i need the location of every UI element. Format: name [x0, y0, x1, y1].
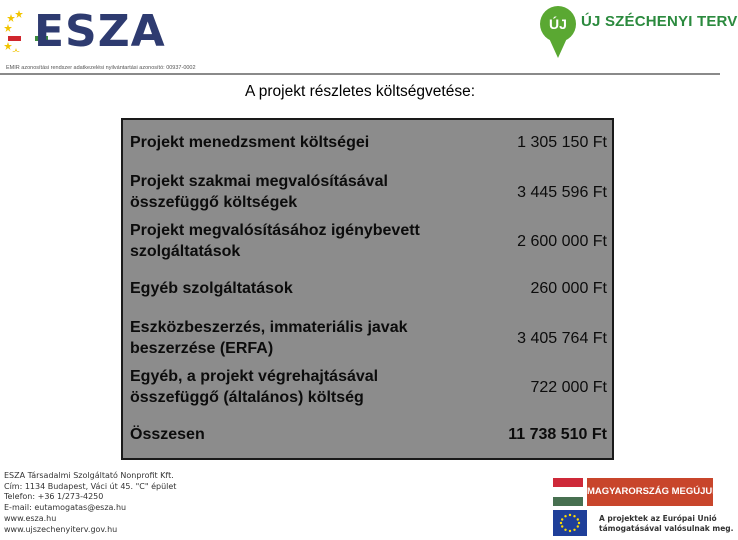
- szechenyi-terv-text: ÚJ SZÉCHENYI TERV: [581, 13, 738, 30]
- row-label: Eszközbeszerzés, immateriális javak beszerzése (ERFA): [130, 319, 408, 357]
- table-row: [123, 217, 612, 266]
- magyarorszag-megujul-logo: [553, 478, 719, 506]
- row-value: 3 445 596 Ft: [517, 184, 607, 201]
- row-value: 260 000 Ft: [530, 280, 607, 297]
- page-title: A projekt részletes költségvetése:: [244, 83, 476, 100]
- szechenyi-terv-logo: [538, 4, 738, 60]
- eu-text-line: A projektek az Európai Unió: [599, 514, 717, 523]
- row-value: 3 405 764 Ft: [517, 330, 607, 347]
- table-row: [123, 314, 612, 363]
- header-divider: [0, 73, 720, 75]
- row-label: Egyéb, a projekt végrehajtásával összefüggő (általános) költség: [130, 368, 379, 406]
- total-row: [123, 412, 612, 458]
- eu-flag-icon: [553, 510, 587, 536]
- row-label: Projekt menedzsment költségei: [130, 134, 370, 151]
- row-label: Projekt szakmai megvalósításával összefüggő költségek: [130, 173, 388, 211]
- budget-table: [121, 118, 614, 460]
- table-row: [123, 168, 612, 217]
- eu-support-logo: [553, 510, 734, 540]
- pin-text: ÚJ: [549, 16, 567, 32]
- table-row: [123, 120, 612, 168]
- total-value: 11 738 510 Ft: [508, 426, 607, 443]
- contact-line: Telefon: +36 1/273-4250: [4, 492, 104, 502]
- contact-info: [4, 471, 176, 535]
- row-value: 1 305 150 Ft: [517, 134, 607, 151]
- table-row: [123, 363, 612, 412]
- contact-line: Cím: 1134 Budapest, Váci út 45. "C" épület: [4, 481, 177, 491]
- eu-support-text: [599, 514, 734, 534]
- row-value: 722 000 Ft: [530, 379, 607, 396]
- row-value: 2 600 000 Ft: [517, 233, 607, 250]
- contact-line: ESZA Társadalmi Szolgáltató Nonprofit Kft.: [4, 471, 174, 480]
- hungarian-flag-icon: [553, 478, 583, 506]
- row-label: Egyéb szolgáltatások: [130, 280, 293, 297]
- esza-logo-text: ESZA: [34, 6, 166, 57]
- total-label: Összesen: [130, 426, 205, 443]
- esza-logo: [4, 4, 166, 62]
- row-label: Projekt megvalósításához igénybevett szolgáltatások: [130, 222, 420, 260]
- page-header: [0, 0, 738, 76]
- contact-line: E-mail: eutamogatas@esza.hu: [4, 503, 127, 513]
- emir-id-text: EMIR azonosítási rendszer adatkezelési nyilvántartási azonosító: 00937-0002: [6, 65, 196, 71]
- magyarorszag-megujul-text: MAGYARORSZÁG MEGÚJUL: [587, 478, 713, 506]
- eu-text-line: támogatásával valósulnak meg.: [599, 524, 734, 533]
- contact-line: www.ujszechenyiterv.gov.hu: [4, 524, 118, 534]
- contact-line: www.esza.hu: [4, 513, 57, 523]
- table-row: [123, 266, 612, 314]
- map-pin-icon: [538, 4, 578, 60]
